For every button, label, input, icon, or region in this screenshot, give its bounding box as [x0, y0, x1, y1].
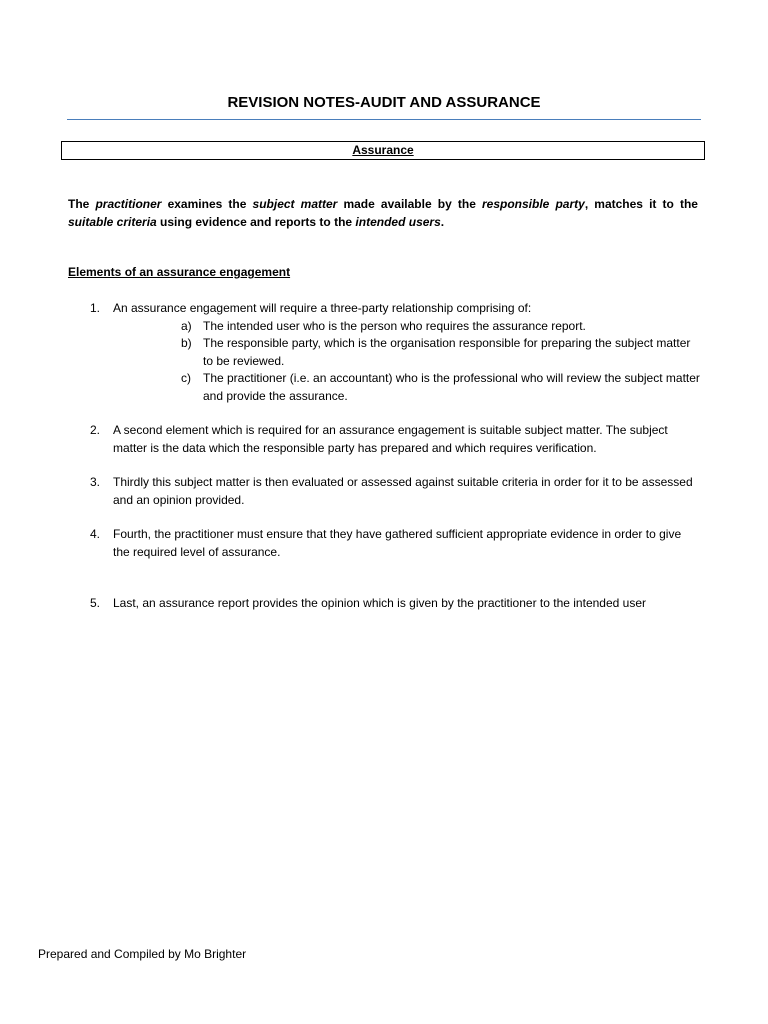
intro-text-3: made available by the	[337, 197, 482, 211]
intro-term-responsible-party: responsible party	[482, 197, 585, 211]
intro-text-4: , matches it to the	[584, 197, 698, 211]
list-item-number: 5.	[90, 596, 101, 610]
intro-term-intended-users: intended users	[355, 215, 441, 229]
page-title: REVISION NOTES-AUDIT AND ASSURANCE	[227, 94, 541, 111]
intro-text-5: using evidence and reports to the	[156, 215, 356, 229]
sub-list-item-text: The responsible party, which is the organisation responsible for preparing the subject matter to be reviewed.	[203, 336, 691, 368]
sub-list-item-letter: a)	[181, 319, 192, 333]
list-item-number: 2.	[90, 423, 101, 437]
intro-text-1: The	[68, 197, 96, 211]
list-item-text: Last, an assurance report provides the opinion which is given by the practitioner to the intended user	[113, 596, 646, 610]
list-item-text: Thirdly this subject matter is then evaluated or assessed against suitable criteria in order for it to be assessed and an opinion provided.	[113, 475, 693, 507]
list-item-text: Fourth, the practitioner must ensure that they have gathered sufficient appropriate evidence in order to give the required level of assurance.	[113, 527, 682, 559]
list-item-text: An assurance engagement will require a three-party relationship comprising of:	[113, 301, 532, 315]
footer-credit: Prepared and Compiled by Mo Brighter	[38, 947, 247, 961]
sub-list-item-text: The intended user who is the person who requires the assurance report.	[203, 319, 586, 333]
intro-paragraph	[68, 195, 698, 231]
section-heading-box	[61, 141, 705, 160]
intro-term-subject-matter: subject matter	[252, 197, 338, 211]
sub-list-item-letter: b)	[181, 336, 192, 350]
intro-term-suitable-criteria: suitable criteria	[68, 215, 157, 229]
list-item-number: 4.	[90, 527, 101, 541]
list-item-text: A second element which is required for an assurance engagement is suitable subject matter. The subject matter is the data which the responsible party has prepared and which requires verification.	[113, 423, 668, 455]
intro-text-6: .	[440, 215, 445, 229]
title-divider	[67, 119, 701, 120]
list-item-number: 1.	[90, 301, 101, 315]
sub-list-item-letter: c)	[181, 371, 191, 385]
sub-list-item-text: The practitioner (i.e. an accountant) who is the professional who will review the subject matter and provide the assurance.	[203, 371, 700, 403]
intro-text-2: examines the	[161, 197, 253, 211]
section-heading: Assurance	[352, 143, 414, 157]
intro-term-practitioner: practitioner	[95, 197, 162, 211]
elements-heading: Elements of an assurance engagement	[68, 265, 291, 279]
list-item-number: 3.	[90, 475, 101, 489]
